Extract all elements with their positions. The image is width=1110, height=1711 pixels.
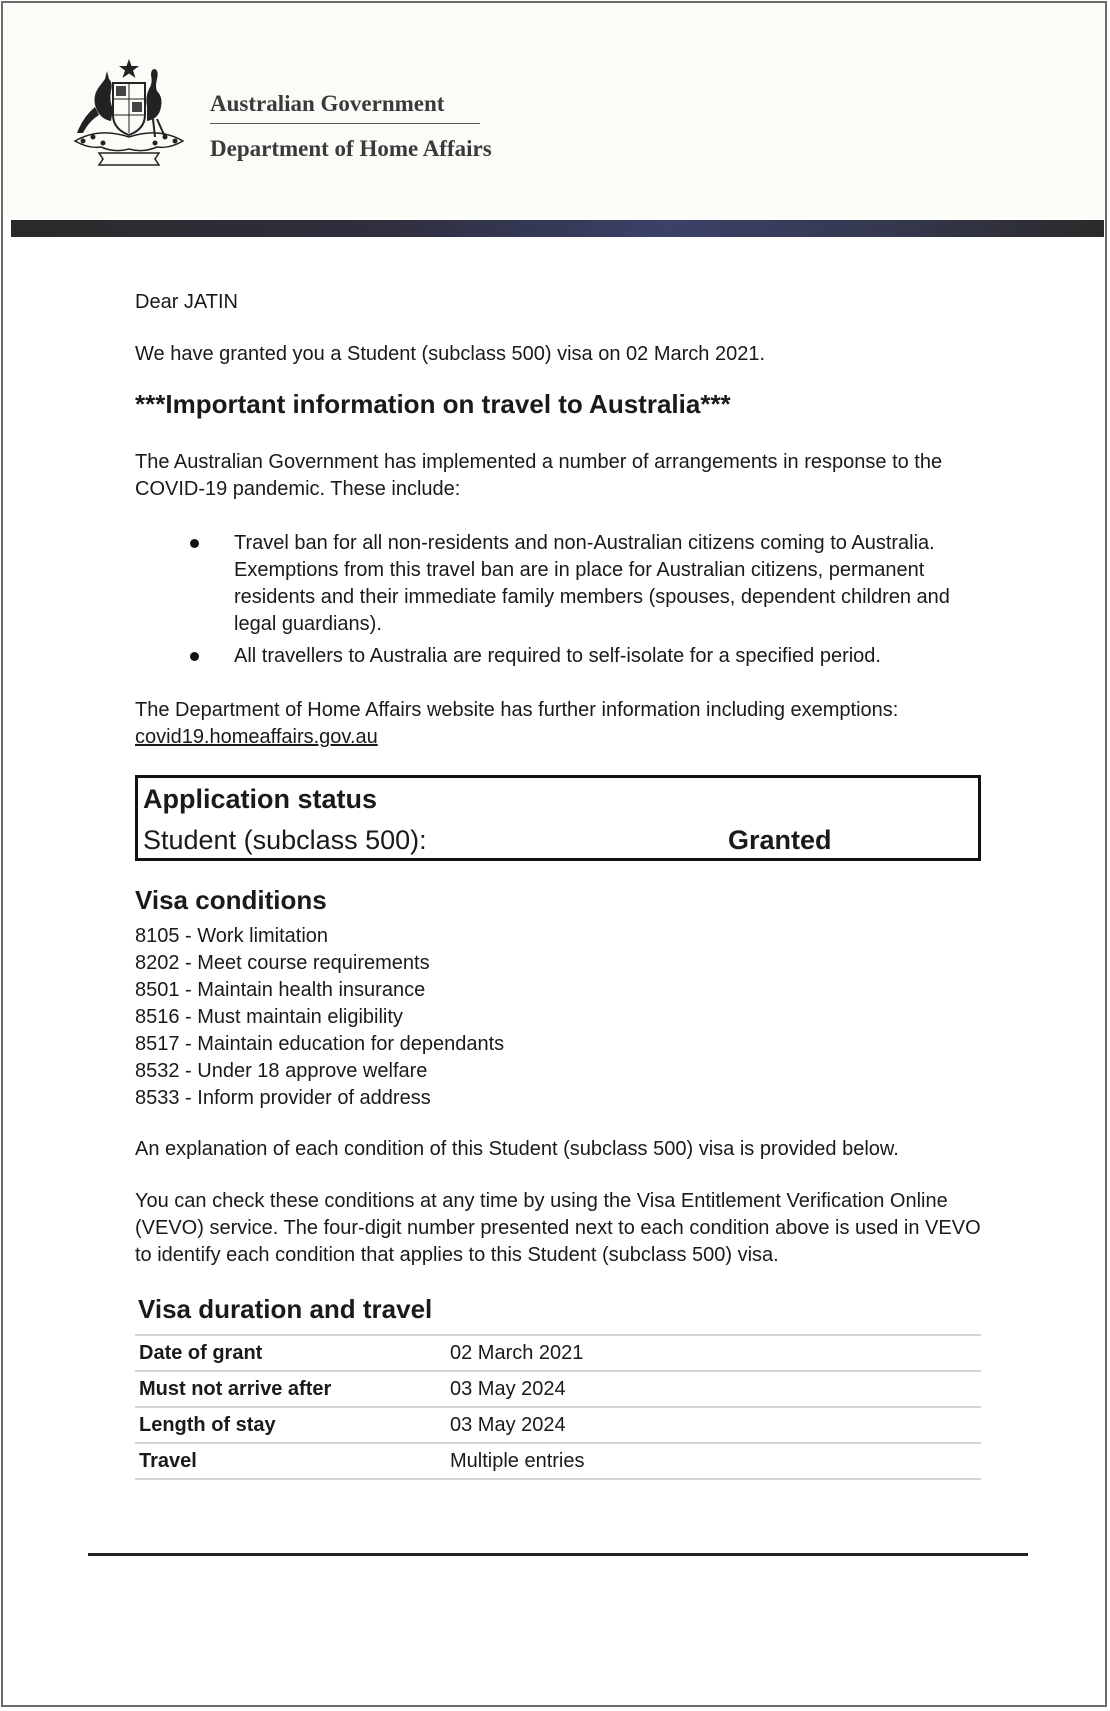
list-item: 8517 - Maintain education for dependants (135, 1033, 505, 1055)
table-row (135, 1407, 981, 1443)
visa-conditions-heading: Visa conditions (135, 885, 327, 915)
bullet-icon (190, 539, 199, 548)
list-item-text: All travellers to Australia are required to self-isolate for a specified period. (234, 645, 881, 667)
status-title: Application status (143, 784, 378, 814)
row-value: 03 May 2024 (446, 1371, 981, 1407)
government-name: Australian Government (210, 91, 445, 116)
list-item: 8532 - Under 18 approve welfare (135, 1060, 428, 1082)
covid-intro: The Australian Government has implemented a number of arrangements in response to the COVID-19 pandemic. These include: (135, 451, 943, 500)
table-row (135, 1335, 981, 1371)
visa-conditions-list (135, 923, 504, 1112)
vevo-note: You can check these conditions at any time by using the Visa Entitlement Verification Online (VEVO) service. The four-digit number presented next to each condition above is used in VEVO to identify each condition that applies to this Student (subclass 500) visa. (135, 1190, 981, 1266)
status-label: Student (subclass 500): (143, 825, 427, 855)
grant-statement: We have granted you a Student (subclass 500) visa on 02 March 2021. (135, 343, 766, 365)
row-value: Multiple entries (446, 1443, 981, 1479)
letterhead-banner (11, 220, 1104, 237)
visa-grant-letter (1, 1, 1107, 1707)
further-info (135, 697, 995, 751)
footer-divider (88, 1553, 1028, 1556)
visa-duration-table (135, 1334, 981, 1480)
coat-of-arms-icon (69, 57, 189, 167)
visa-duration-heading: Visa duration and travel (138, 1294, 433, 1324)
list-item-text: Travel ban for all non-residents and non-Australian citizens coming to Australia. Exemptions from this travel ban are in place for Australian citizens, permanent residents and their immediate family members (spouses, dependent children and legal guardians). (234, 532, 950, 635)
further-info-text: The Department of Home Affairs website has further information including exemptions: (135, 699, 899, 721)
important-info-heading: ***Important information on travel to Australia*** (135, 389, 731, 419)
list-item (135, 530, 995, 638)
letterhead (3, 3, 1105, 218)
conditions-explanation: An explanation of each condition of this Student (subclass 500) visa is provided below. (135, 1138, 899, 1160)
list-item: 8105 - Work limitation (135, 925, 329, 947)
status-value: Granted (728, 825, 832, 855)
row-label: Must not arrive after (135, 1371, 446, 1407)
table-row (135, 1443, 981, 1479)
row-value: 03 May 2024 (446, 1407, 981, 1443)
list-item: 8533 - Inform provider of address (135, 1087, 431, 1109)
travel-restrictions-list (135, 530, 995, 670)
row-value: 02 March 2021 (446, 1335, 981, 1371)
row-label: Length of stay (135, 1407, 446, 1443)
table-row (135, 1371, 981, 1407)
department-name: Department of Home Affairs (210, 136, 492, 161)
covid-info-link[interactable]: covid19.homeaffairs.gov.au (135, 726, 378, 748)
row-label: Travel (135, 1443, 446, 1479)
list-item: 8501 - Maintain health insurance (135, 979, 426, 1001)
row-label: Date of grant (135, 1335, 446, 1371)
application-status-box (135, 775, 981, 861)
list-item: 8516 - Must maintain eligibility (135, 1006, 403, 1028)
salutation: Dear JATIN (135, 291, 238, 313)
bullet-icon (190, 652, 199, 661)
letterhead-divider (210, 123, 480, 124)
list-item (135, 643, 995, 670)
list-item: 8202 - Meet course requirements (135, 952, 430, 974)
